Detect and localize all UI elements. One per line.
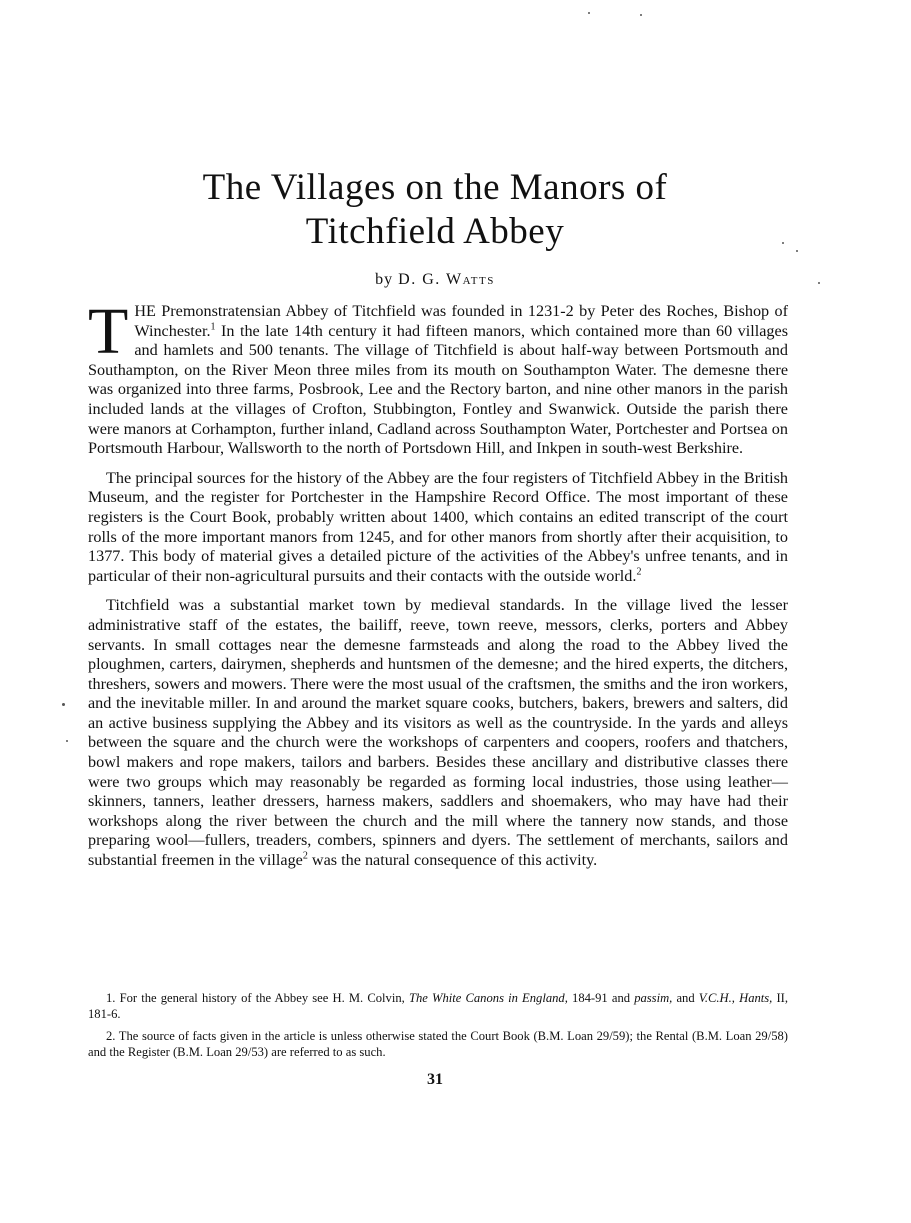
- paragraph-2: [88, 469, 788, 587]
- footnote-1-text-a: 1. For the general history of the Abbey see H. M. Colvin,: [106, 991, 409, 1005]
- page-number: 31: [427, 1071, 443, 1088]
- scan-speck: [62, 703, 65, 706]
- footnote-2: 2. The source of facts given in the article is unless otherwise stated the Court Book (B.M. Loan 29/59); the Rental (B.M. Loan 29/58) and the Register (B.M. Loan 29/53) are referred to as such.: [88, 1029, 788, 1059]
- paragraph-2-text: The principal sources for the history of the Abbey are the four registers of Titchfield Abbey in the British Museum, and the register for Portchester in the Hampshire Record Office. The most important of these registers is the Court Book, probably written about 1400, which contains an edited transcript of the court rolls of the more important manors from 1245, and for other manors from shortly after their acquisition, to 1377. This body of material gives a detailed picture of the activities of the Abbey's unfree tenants, and in particular of their non-agricultural pursuits and their contacts with the outside world.: [88, 468, 788, 585]
- footnote-1-passim: passim,: [634, 991, 673, 1005]
- scan-speck: [782, 242, 784, 244]
- footnotes: [88, 990, 788, 1066]
- footnote-1-vch: V.C.H., Hants,: [698, 991, 773, 1005]
- footnote-ref-2: 2: [636, 566, 642, 578]
- article-body: [88, 295, 788, 881]
- paragraph-1-text-b: In the late 14th century it had fifteen manors, which contained more than 60 villages and hamlets and 500 tenants. The village of Titchfield is about half-way between Portsmouth and Southampton, on the River Meon three miles from its mouth on Southampton Water. The demesne there was organized into three farms, Posbrook, Lee and the Rectory barton, and nine other manors in the parish included lands at the villages of Crofton, Stubbington, Fontley and Swanwick. Outside the parish there were manors at Corhampton, further inland, Cadland across Southampton Water, Portchester and Portsea on Portsmouth Harbour, Wallsworth to the north of Portsdown Hill, and Inkpen in south-west Berkshire.: [88, 321, 788, 458]
- author-name: D. G. Watts: [398, 271, 495, 288]
- footnote-ref-2b: 2: [302, 850, 308, 862]
- scan-speck: [818, 282, 820, 284]
- scan-speck: [66, 740, 68, 742]
- article-title: [0, 166, 870, 254]
- paragraph-3-text-b: was the natural consequence of this activity.: [307, 851, 598, 870]
- footnote-1-text-b: 184-91 and: [567, 991, 635, 1005]
- footnote-1-title: The White Canons in England,: [408, 991, 568, 1005]
- paragraph-3: [88, 596, 788, 870]
- title-line-2: Titchfield Abbey: [305, 211, 565, 252]
- footnote-ref-1: 1: [210, 321, 216, 333]
- footnote-1: [88, 990, 788, 1022]
- byline-prefix: by: [375, 271, 394, 288]
- footnote-1-text-c: and: [672, 991, 699, 1005]
- title-line-1: The Villages on the Manors of: [202, 167, 668, 208]
- scan-speck: [640, 14, 642, 16]
- byline: [0, 271, 870, 289]
- drop-cap: T: [88, 295, 129, 368]
- scan-speck: [796, 250, 798, 252]
- footnote-1-text-d: II, 181-6.: [88, 991, 789, 1021]
- paragraph-1-text-a: HE Premonstratensian Abbey of Titchfield was founded in 1231-2 by Peter des Roches, Bishop of Winchester.: [134, 302, 788, 340]
- scan-speck: [588, 12, 590, 14]
- paragraph-1: [88, 295, 788, 459]
- paragraph-3-text-a: Titchfield was a substantial market town by medieval standards. In the village lived the lesser administrative staff of the estates, the bailiff, reeve, town reeve, messors, clerks, porters and Abbey servants. In small cottages near the demesne farmsteads and along the road to the Abbey lived the ploughmen, carters, dairymen, shepherds and huntsmen of the demesne; and the hired experts, the ditchers, threshers, sowers and mowers. There were the most usual of the craftsmen, the smiths and the iron workers, and the inevitable miller. In and around the market square cooks, butchers, bakers, brewers and salters, did an active business supplying the Abbey and its visitors as well as the countryside. In the yards and alleys between the square and the church were the workshops of carpenters and coopers, roofers and thatchers, bowl makers and rope makers, tailors and barbers. Besides these ancillary and distributive classes there were two groups which may reasonably be regarded as forming local industries, those using leather—skinners, tanners, leather dressers, harness makers, saddlers and shoemakers, who may have had their workshops along the river between the church and the mill where the tannery now stands, and those preparing wool—fullers, treaders, combers, spinners and dyers. The settlement of merchants, sailors and substantial freemen in the village: [88, 596, 788, 870]
